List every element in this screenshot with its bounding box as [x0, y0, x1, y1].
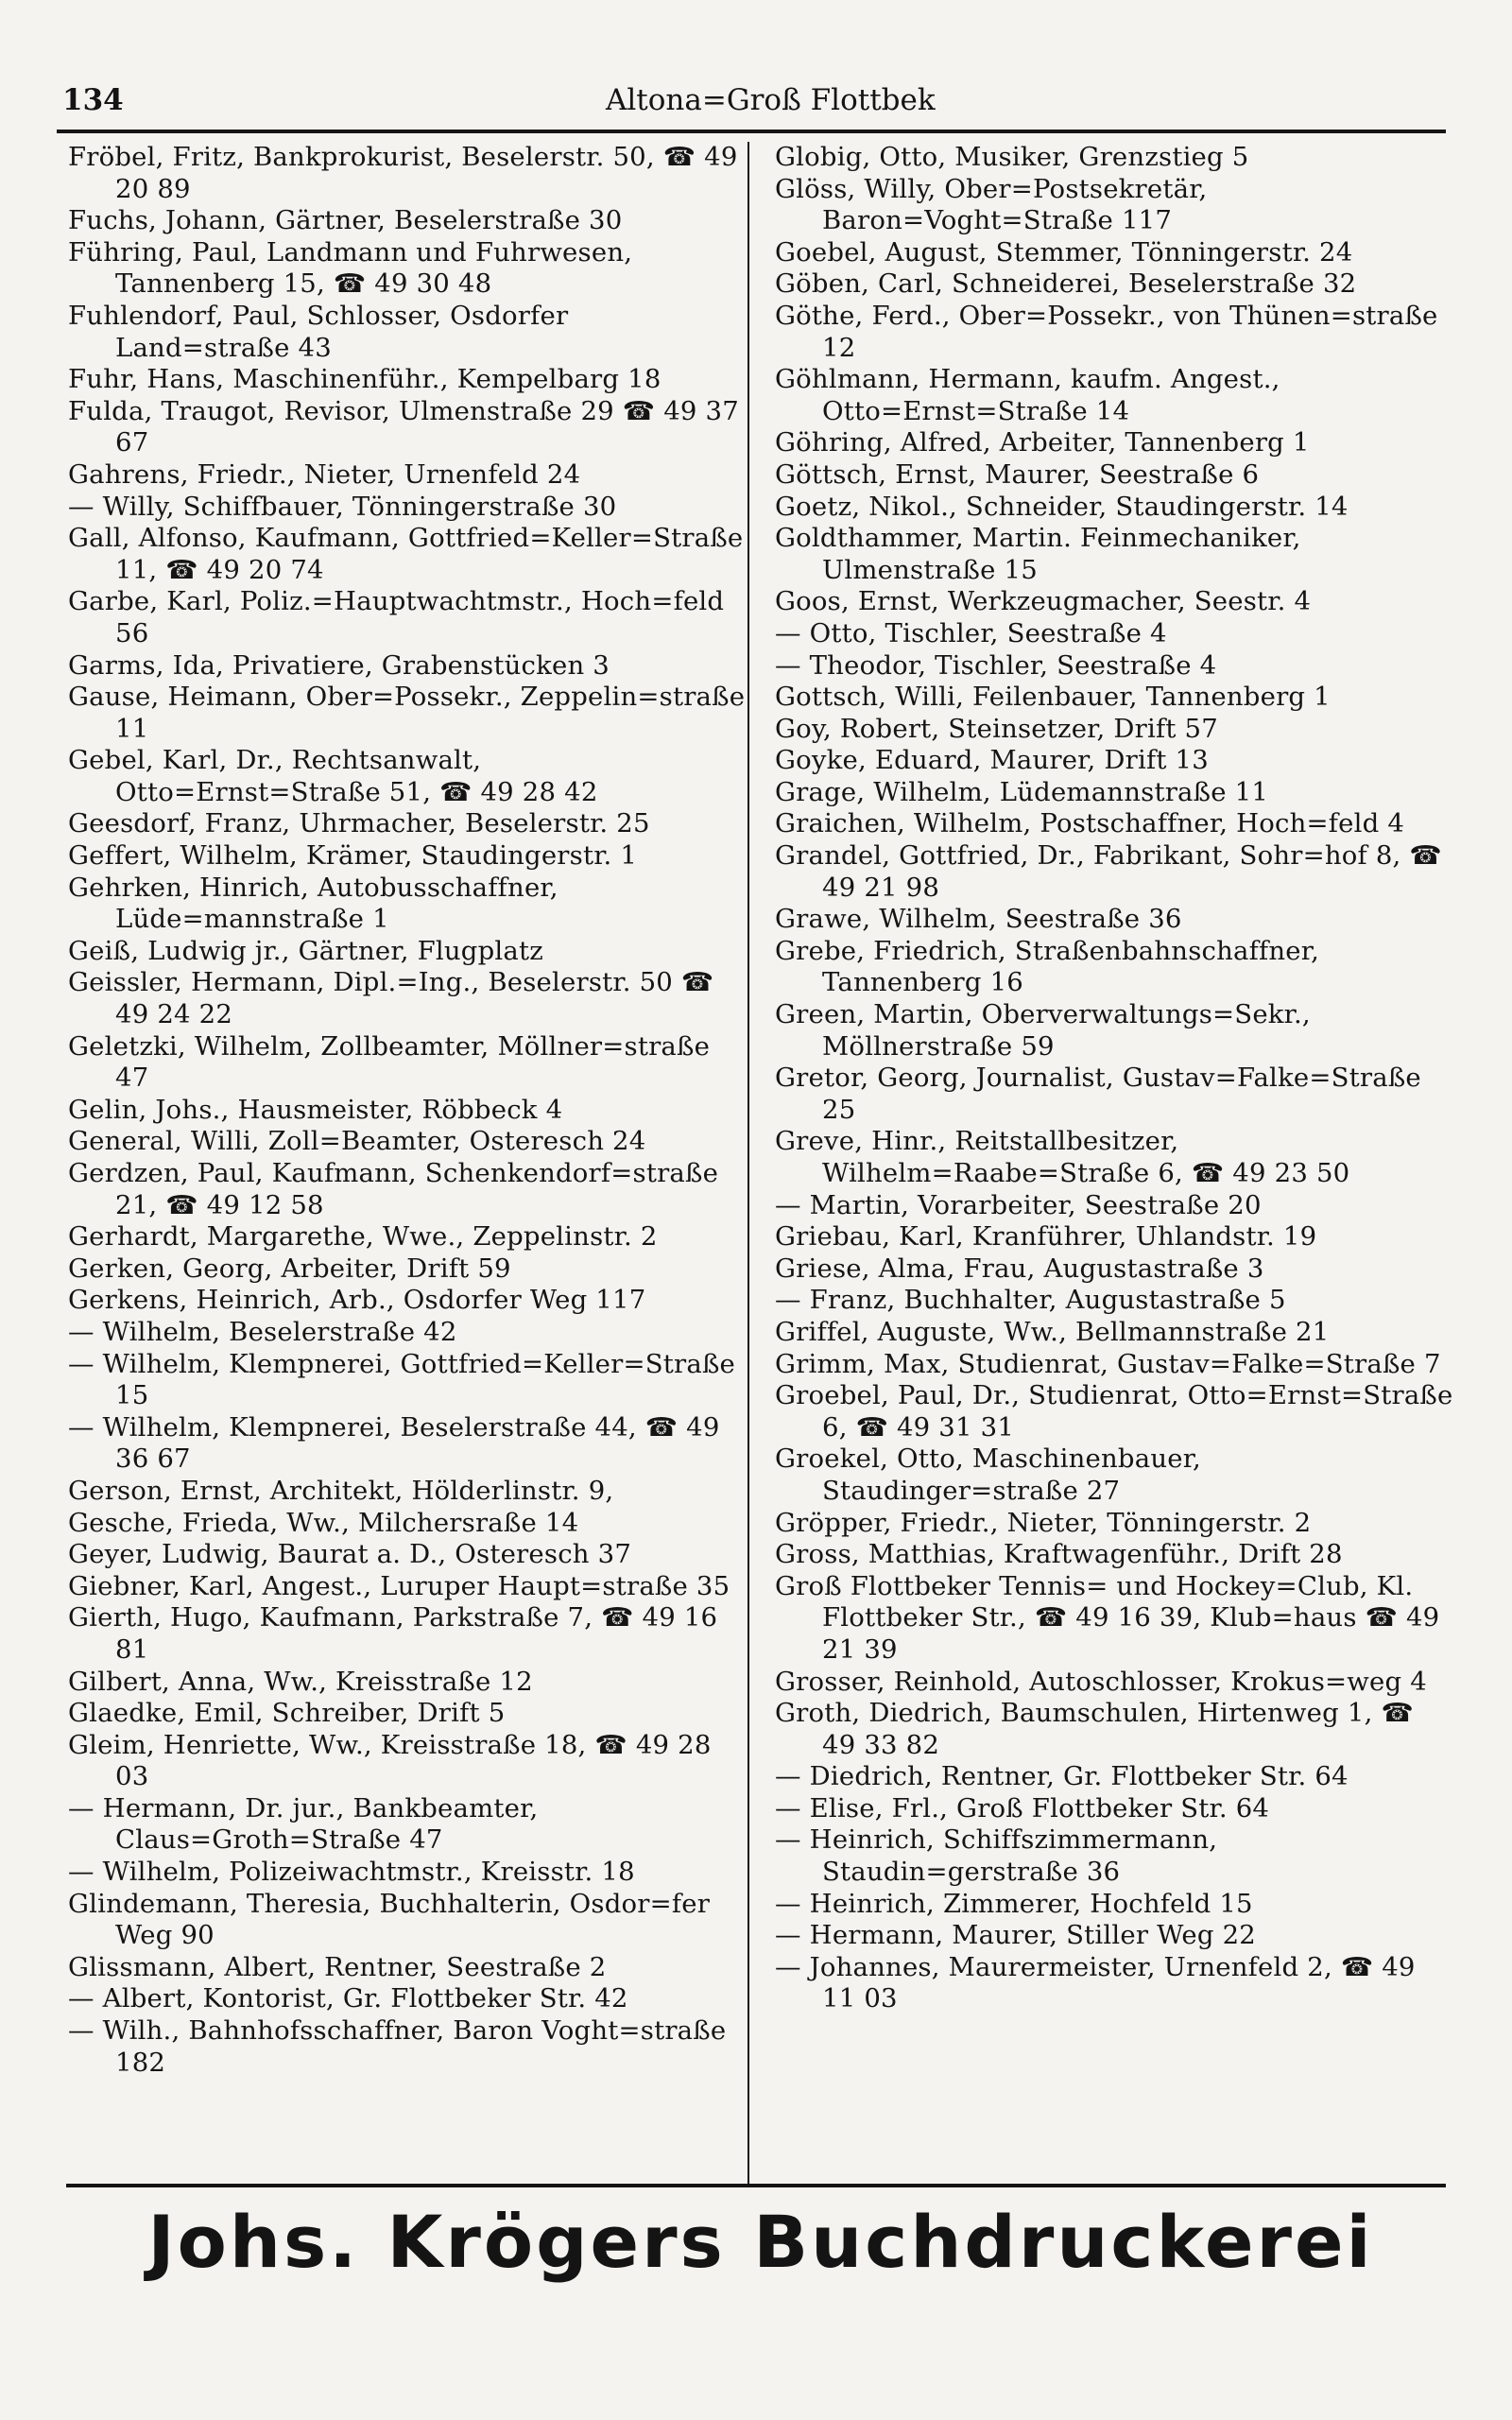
directory-entry: — Hermann, Dr. jur., Bankbeamter, Claus=Groth=Straße 47 — [68, 1792, 539, 1856]
directory-entry: — Wilhelm, Klempnerei, Gottfried=Keller=Straße 15 — [68, 1348, 736, 1411]
directory-entry: Grebe, Friedrich, Straßenbahnschaffner, Tannenberg 16 — [775, 935, 1320, 998]
directory-entry: Glaedke, Emil, Schreiber, Drift 5 — [68, 1698, 506, 1729]
directory-entry: Fuhr, Hans, Maschinenführ., Kempelbarg 18 — [68, 364, 662, 395]
directory-entry: Glissmann, Albert, Rentner, Seestraße 2 — [68, 1951, 607, 1982]
directory-entry: Gross, Matthias, Kraftwagenführ., Drift 28 — [775, 1539, 1343, 1570]
directory-entry: Gerken, Georg, Arbeiter, Drift 59 — [68, 1253, 511, 1284]
directory-entry: Gierth, Hugo, Kaufmann, Parkstraße 7, ☎ 49 16 81 — [68, 1602, 718, 1665]
directory-entry: — Heinrich, Zimmerer, Hochfeld 15 — [775, 1888, 1253, 1919]
directory-entry: Fulda, Traugot, Revisor, Ulmenstraße 29 ☎ 49 37 67 — [68, 395, 739, 458]
directory-entry: Gerson, Ernst, Architekt, Hölderlinstr. 9, — [68, 1475, 614, 1506]
directory-entry: Groebel, Paul, Dr., Studienrat, Otto=Ernst=Straße 6, ☎ 49 31 31 — [775, 1380, 1453, 1443]
directory-entry: Gerkens, Heinrich, Arb., Osdorfer Weg 117 — [68, 1285, 646, 1316]
directory-entry: Gilbert, Anna, Ww., Kreisstraße 12 — [68, 1666, 533, 1697]
directory-entry: — Wilhelm, Klempnerei, Beselerstraße 44, ☎ 49 36 67 — [68, 1411, 720, 1475]
directory-entry: Garms, Ida, Privatiere, Grabenstücken 3 — [68, 649, 610, 681]
right-column — [775, 142, 1453, 2015]
directory-entry: Gerhardt, Margarethe, Wwe., Zeppelinstr. 2 — [68, 1221, 658, 1253]
directory-entry: Glindemann, Theresia, Buchhalterin, Osdor=fer Weg 90 — [68, 1888, 711, 1951]
directory-entry: Gottsch, Willi, Feilenbauer, Tannenberg 1 — [775, 682, 1331, 713]
directory-entry: Gehrken, Hinrich, Autobusschaffner, Lüde=mannstraße 1 — [68, 872, 558, 935]
directory-entry: Gröpper, Friedr., Nieter, Tönningerstr. 2 — [775, 1507, 1312, 1538]
directory-entry: Grandel, Gottfried, Dr., Fabrikant, Sohr=hof 8, ☎ 49 21 98 — [775, 840, 1442, 903]
directory-entry: — Diedrich, Rentner, Gr. Flottbeker Str. 64 — [775, 1761, 1349, 1792]
directory-entry: — Willy, Schiffbauer, Tönningerstraße 30 — [68, 491, 617, 522]
directory-entry: Goyke, Eduard, Maurer, Drift 13 — [775, 745, 1209, 776]
directory-entry: Groth, Diedrich, Baumschulen, Hirtenweg 1, ☎ 49 33 82 — [775, 1698, 1414, 1760]
footer-rule — [66, 2184, 1446, 2187]
directory-entry: — Otto, Tischler, Seestraße 4 — [775, 617, 1167, 648]
directory-entry: Green, Martin, Oberverwaltungs=Sekr., Möllnerstraße 59 — [775, 999, 1311, 1062]
directory-entry: Goy, Robert, Steinsetzer, Drift 57 — [775, 713, 1218, 744]
directory-entry: Führing, Paul, Landmann und Fuhrwesen, Tannenberg 15, ☎ 49 30 48 — [68, 236, 633, 300]
page-number: 134 — [62, 83, 124, 117]
left-column — [68, 142, 747, 2079]
directory-entry: Giebner, Karl, Angest., Luruper Haupt=straße 35 — [68, 1570, 730, 1601]
directory-entry: — Hermann, Maurer, Stiller Weg 22 — [775, 1920, 1256, 1951]
directory-entry: Gretor, Georg, Journalist, Gustav=Falke=Straße 25 — [775, 1063, 1421, 1125]
directory-entry: Geyer, Ludwig, Baurat a. D., Osteresch 37 — [68, 1539, 632, 1570]
directory-entry: — Albert, Kontorist, Gr. Flottbeker Str. 42 — [68, 1983, 628, 2014]
directory-entry: Glöss, Willy, Ober=Postsekretär, Baron=Voght=Straße 117 — [775, 173, 1208, 236]
directory-entry: — Johannes, Maurermeister, Urnenfeld 2, ☎ 49 11 03 — [775, 1951, 1416, 2014]
directory-entry: Griese, Alma, Frau, Augustastraße 3 — [775, 1253, 1264, 1284]
directory-entry: Grosser, Reinhold, Autoschlosser, Krokus=weg 4 — [775, 1666, 1427, 1697]
directory-entry: Grawe, Wilhelm, Seestraße 36 — [775, 904, 1182, 935]
directory-entry: Gelin, Johs., Hausmeister, Röbbeck 4 — [68, 1094, 563, 1125]
directory-entry: — Franz, Buchhalter, Augustastraße 5 — [775, 1285, 1286, 1316]
directory-entry: — Martin, Vorarbeiter, Seestraße 20 — [775, 1189, 1262, 1220]
directory-entry: Gall, Alfonso, Kaufmann, Gottfried=Keller=Straße 11, ☎ 49 20 74 — [68, 523, 744, 585]
directory-entry: — Heinrich, Schiffszimmermann, Staudin=gerstraße 36 — [775, 1824, 1218, 1888]
directory-entry: Goebel, August, Stemmer, Tönningerstr. 24 — [775, 236, 1353, 268]
directory-entry: Fröbel, Fritz, Bankprokurist, Beselerstr. 50, ☎ 49 20 89 — [68, 142, 738, 204]
directory-entry: Goetz, Nikol., Schneider, Staudingerstr. 14 — [775, 491, 1349, 522]
directory-entry: Gahrens, Friedr., Nieter, Urnenfeld 24 — [68, 458, 581, 490]
directory-entry: Griebau, Karl, Kranführer, Uhlandstr. 19 — [775, 1221, 1317, 1253]
header-rule — [57, 130, 1446, 133]
directory-entry: Graichen, Wilhelm, Postschaffner, Hoch=feld 4 — [775, 808, 1405, 839]
directory-entry: Göttsch, Ernst, Maurer, Seestraße 6 — [775, 458, 1260, 490]
directory-entry: Fuchs, Johann, Gärtner, Beselerstraße 30 — [68, 205, 623, 236]
directory-entry: Gause, Heimann, Ober=Possekr., Zeppelin=straße 11 — [68, 682, 746, 744]
directory-entry: Göthe, Ferd., Ober=Possekr., von Thünen=straße 12 — [775, 300, 1438, 363]
directory-entry: — Wilhelm, Polizeiwachtmstr., Kreisstr. 18 — [68, 1857, 635, 1888]
page-header — [62, 78, 1444, 125]
directory-entry: Grage, Wilhelm, Lüdemannstraße 11 — [775, 776, 1269, 807]
directory-entry: — Wilhelm, Beselerstraße 42 — [68, 1316, 457, 1347]
directory-entry: Geissler, Hermann, Dipl.=Ing., Beselerstr. 50 ☎ 49 24 22 — [68, 967, 714, 1030]
directory-entry: — Wilh., Bahnhofsschaffner, Baron Voght=straße 182 — [68, 2015, 727, 2078]
running-title: Altona=Groß Flottbek — [606, 83, 936, 117]
printer-advertisement: Johs. Krögers Buchdruckerei — [147, 2200, 1374, 2284]
directory-entry: General, Willi, Zoll=Beamter, Osteresch 24 — [68, 1126, 646, 1157]
directory-entry: — Theodor, Tischler, Seestraße 4 — [775, 649, 1217, 681]
directory-entry: Griffel, Auguste, Ww., Bellmannstraße 21 — [775, 1316, 1330, 1347]
directory-entry: Goldthammer, Martin. Feinmechaniker, Ulmenstraße 15 — [775, 523, 1301, 585]
directory-entry: Gleim, Henriette, Ww., Kreisstraße 18, ☎ 49 28 03 — [68, 1729, 712, 1792]
directory-entry: Göhlmann, Hermann, kaufm. Angest., Otto=Ernst=Straße 14 — [775, 364, 1280, 426]
directory-entry: Geffert, Wilhelm, Krämer, Staudingerstr. 1 — [68, 840, 638, 872]
directory-entry: Geesdorf, Franz, Uhrmacher, Beselerstr. 25 — [68, 808, 650, 839]
directory-entry: — Elise, Frl., Groß Flottbeker Str. 64 — [775, 1792, 1270, 1824]
directory-entry: Gerdzen, Paul, Kaufmann, Schenkendorf=straße 21, ☎ 49 12 58 — [68, 1158, 719, 1220]
directory-entry: Geletzki, Wilhelm, Zollbeamter, Möllner=straße 47 — [68, 1030, 711, 1094]
directory-entry: Gebel, Karl, Dr., Rechtsanwalt, Otto=Ernst=Straße 51, ☎ 49 28 42 — [68, 745, 598, 807]
directory-entry: Geiß, Ludwig jr., Gärtner, Flugplatz — [68, 935, 543, 966]
directory-entry: Globig, Otto, Musiker, Grenzstieg 5 — [775, 142, 1249, 172]
directory-entry: Grimm, Max, Studienrat, Gustav=Falke=Straße 7 — [775, 1348, 1441, 1379]
column-divider — [747, 142, 749, 2184]
directory-entry: Greve, Hinr., Reitstallbesitzer, Wilhelm=Raabe=Straße 6, ☎ 49 23 50 — [775, 1126, 1350, 1188]
directory-entry: Gesche, Frieda, Ww., Milchersraße 14 — [68, 1507, 579, 1538]
directory-entry: Garbe, Karl, Poliz.=Hauptwachtmstr., Hoch=feld 56 — [68, 586, 725, 648]
directory-entry: Göhring, Alfred, Arbeiter, Tannenberg 1 — [775, 427, 1310, 458]
directory-entry: Fuhlendorf, Paul, Schlosser, Osdorfer Land=straße 43 — [68, 300, 569, 363]
directory-entry: Groekel, Otto, Maschinenbauer, Staudinger=straße 27 — [775, 1443, 1201, 1506]
directory-entry: Göben, Carl, Schneiderei, Beselerstraße 32 — [775, 268, 1357, 300]
directory-entry: Goos, Ernst, Werkzeugmacher, Seestr. 4 — [775, 586, 1312, 617]
directory-entry: Groß Flottbeker Tennis= und Hockey=Club, Kl. Flottbeker Str., ☎ 49 16 39, Klub=haus ☎ 49 21 39 — [775, 1570, 1440, 1665]
